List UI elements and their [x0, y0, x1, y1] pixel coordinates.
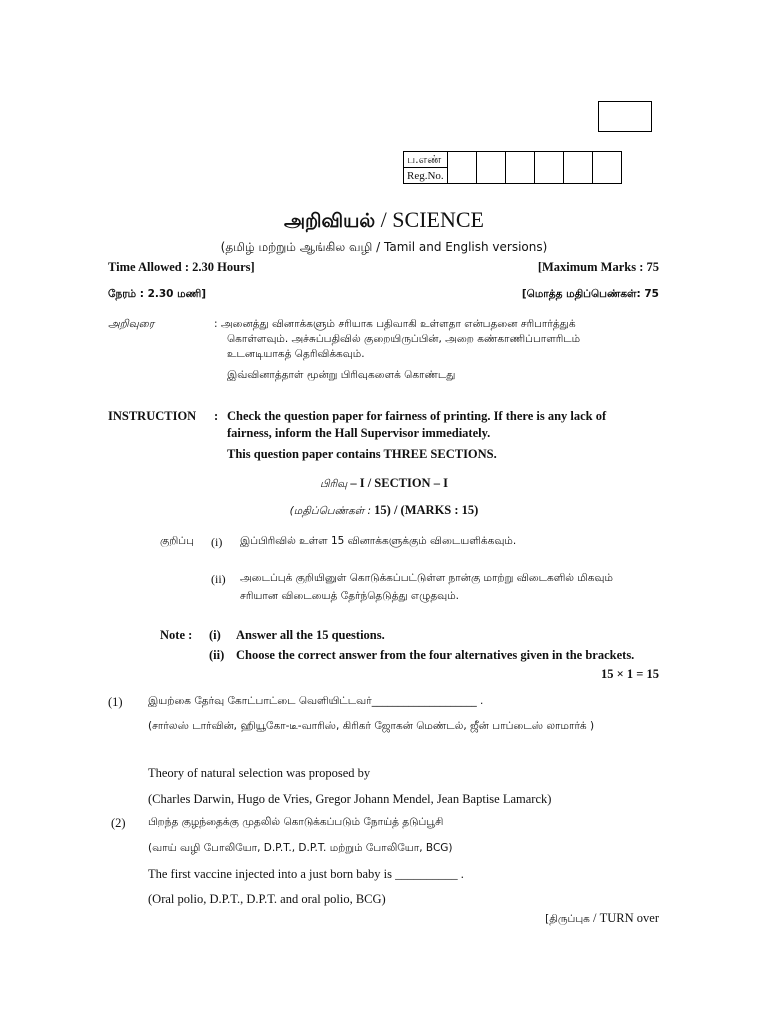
max-marks-en: [Maximum Marks : 75 — [537, 260, 659, 274]
reg-number-table — [403, 151, 622, 184]
title-english: / SCIENCE — [380, 207, 484, 232]
section-heading-ta: பிரிவு — [320, 478, 348, 490]
reg-digit-cell[interactable] — [563, 152, 592, 184]
reg-digit-cell[interactable] — [592, 152, 621, 184]
title-versions: (தமிழ் மற்றும் ஆங்கில வழி / Tamil and English versions) — [220, 240, 548, 254]
time-allowed-en: Time Allowed : 2.30 Hours] — [108, 260, 255, 274]
instruction-en-line: This question paper contains THREE SECTIONS. — [227, 447, 497, 461]
reg-digit-cell[interactable] — [534, 152, 563, 184]
question-number: (1) — [108, 695, 123, 709]
instruction-en-label: INSTRUCTION — [108, 409, 197, 423]
note-ta-number: (i) — [211, 535, 223, 549]
question-number: (2) — [111, 816, 126, 830]
instruction-ta-line: இவ்வினாத்தாள் மூன்று பிரிவுகளைக் கொண்டது — [227, 369, 456, 381]
reg-label-tamil: ப.எண் — [404, 152, 448, 168]
instruction-en-colon: : — [214, 409, 219, 423]
note-en-number: (i) — [209, 628, 221, 642]
score-formula: 15 × 1 = 15 — [601, 667, 659, 681]
instruction-en-line: fairness, inform the Hall Supervisor immediately. — [227, 426, 491, 440]
question-options-ta: (வாய் வழி போலியோ, D.P.T., D.P.T. மற்றும் போலியோ, BCG) — [148, 842, 453, 854]
note-en-text: Choose the correct answer from the four alternatives given in the brackets. — [236, 648, 635, 662]
turn-over-en: / TURN over — [593, 911, 659, 925]
page-title — [0, 207, 768, 235]
turn-over-ta: [திருப்புக — [545, 913, 590, 925]
section-marks-ta: (மதிப்பெண்கள் : — [289, 505, 372, 517]
turn-over — [545, 911, 659, 926]
note-en-text: Answer all the 15 questions. — [236, 628, 385, 642]
question-options-ta: (சார்லஸ் டார்வின், ஹியூகோ-டீ-வாரிஸ், கிரிகர் ஜோகன் மெண்டல், ஜீன் பாப்டைஸ் லாமார்க் ) — [148, 720, 595, 732]
corner-code-box — [598, 101, 652, 132]
section-heading — [0, 476, 768, 491]
reg-digit-cell[interactable] — [447, 152, 476, 184]
note-ta-label: குறிப்பு — [160, 535, 194, 547]
section-marks — [0, 503, 768, 518]
question-options-en: (Oral polio, D.P.T., D.P.T. and oral polio, BCG) — [148, 892, 386, 906]
reg-label-english: Reg.No. — [404, 168, 448, 184]
instruction-en-line: Check the question paper for fairness of printing. If there is any lack of — [227, 409, 607, 423]
question-options-en: (Charles Darwin, Hugo de Vries, Gregor Johann Mendel, Jean Baptise Lamarck) — [148, 792, 552, 806]
note-en-label: Note : — [160, 628, 193, 642]
title-tamil: அறிவியல் — [284, 210, 376, 232]
note-ta-text: சரியான விடையைத் தேர்ந்தெடுத்து எழுதவும். — [240, 590, 460, 602]
section-heading-rest: – I / SECTION – I — [350, 476, 448, 490]
question-text-en: The first vaccine injected into a just born baby is __________ . — [148, 867, 464, 881]
reg-digit-cell[interactable] — [476, 152, 505, 184]
instruction-ta-line: கொள்ளவும். அச்சுப்பதிவில் குறையிருப்பின், அறை கண்காணிப்பாளரிடம் — [227, 333, 581, 345]
question-stem-ta: இயற்கை தேர்வு கோட்பாட்டை வெளியிட்டவர் — [148, 695, 372, 707]
note-ta-number: (ii) — [211, 572, 226, 586]
instruction-ta-line: : அனைத்து வினாக்களும் சரியாக பதிவாகி உள்ளதா என்பதனை சரிபார்த்துக் — [214, 318, 576, 330]
instruction-ta-line: உடனடியாகத் தெரிவிக்கவும். — [227, 348, 365, 360]
section-marks-rest: 15) / (MARKS : 15) — [374, 503, 479, 517]
max-marks-ta: [மொத்த மதிப்பெண்கள்: 75 — [521, 288, 659, 300]
question-text-ta: பிறந்த குழந்தைக்கு முதலில் கொடுக்கப்படும் நோய்த் தடுப்பூசி — [148, 816, 444, 828]
question-text-en: Theory of natural selection was proposed by — [148, 766, 371, 780]
note-en-number: (ii) — [209, 648, 225, 662]
note-ta-text: இப்பிரிவில் உள்ள 15 வினாக்களுக்கும் விடையளிக்கவும். — [240, 535, 517, 547]
note-ta-text: அடைப்புக் குறியினுள் கொடுக்கப்பட்டுள்ள நான்கு மாற்று விடைகளில் மிகவும் — [240, 572, 613, 584]
question-text-ta — [148, 695, 483, 708]
answer-blank: ____________________ . — [371, 695, 484, 707]
reg-digit-cell[interactable] — [505, 152, 534, 184]
instruction-ta-label: அறிவுரை — [108, 318, 155, 330]
time-allowed-ta: நேரம் : 2.30 மணி] — [108, 288, 207, 300]
